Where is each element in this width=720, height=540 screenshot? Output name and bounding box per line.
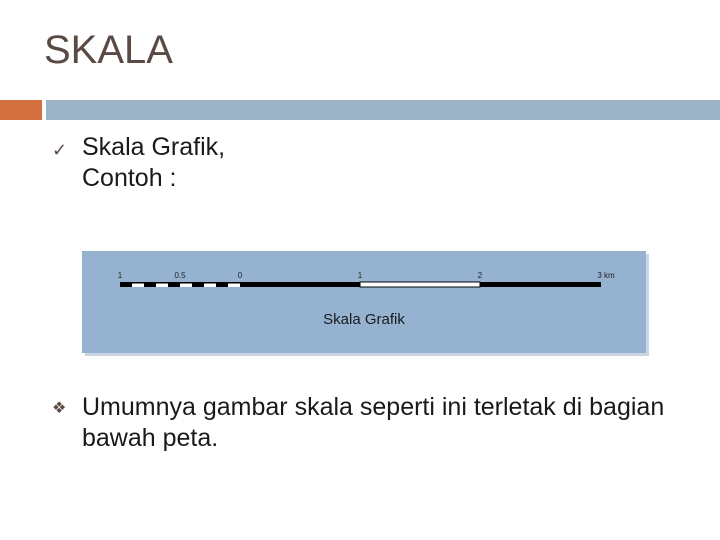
- scale-figure: [82, 251, 646, 353]
- tick-label: 1: [117, 271, 123, 280]
- tick-label: 1: [357, 271, 363, 280]
- scale-segment-1-2: [360, 282, 480, 287]
- bullet-1-line-1: Skala Grafik,: [82, 133, 226, 161]
- slide-title: SKALA: [44, 28, 173, 72]
- checkmark-icon: ✓: [52, 140, 68, 161]
- scale-left-segment: [120, 282, 240, 287]
- bullet-1-line-2: Contoh :: [82, 164, 177, 192]
- accent-bar: [0, 100, 42, 120]
- tick-label: 0.5: [174, 271, 186, 280]
- diamond-bullet-icon: ❖: [52, 398, 67, 417]
- scale-segment-0-1: [240, 282, 360, 287]
- tick-label: 0: [237, 271, 243, 280]
- bullet-2-text: Umumnya gambar skala seperti ini terletak di bagian bawah peta.: [82, 393, 665, 452]
- scale-segment-2-3: [480, 282, 601, 287]
- scale-bar-graphic: [82, 251, 646, 353]
- bullet-1-text: [82, 132, 482, 194]
- tick-label: 2: [477, 271, 483, 280]
- title-rule-bar: [46, 100, 720, 120]
- tick-label: 3 km: [597, 271, 615, 280]
- figure-caption: Skala Grafik: [323, 311, 405, 328]
